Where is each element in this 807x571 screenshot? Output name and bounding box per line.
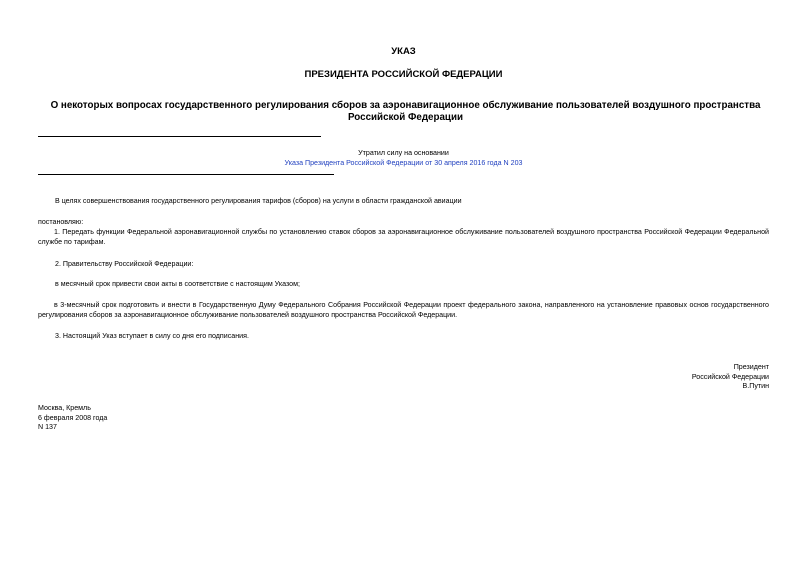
item-3-text: 3. Настоящий Указ вступает в силу со дня его подписания. [55,332,249,340]
divider-bottom [38,174,334,175]
document-heading: О некоторых вопросах государственного регулирования сборов за аэронавигационное обслуживание пользователей воздушного пространства Российской Федерации [50,100,761,123]
status-link[interactable]: Указа Президента Российской Федерации от 30 апреля 2016 года N 203 [284,159,523,167]
decree-word: постановляю: [38,218,84,226]
signing-place: Москва, Кремль [38,404,91,412]
signature-title: Президент [733,363,769,371]
item-2b-text: в 3-месячный срок подготовить и внести в Государственную Думу Федерального Собрания Российской Федерации проект федерального закона, направленного на установление правовых основ государственного регулирования сборов за аэронавигационное обслуживание пользователей воздушного пространства Российской Федерации. [38,301,769,319]
signing-date: 6 февраля 2008 года [38,413,108,422]
status-label: Утратил силу на основании [358,149,449,157]
divider-top [38,136,321,137]
item-1-text: 1. Передать функции Федеральной аэронавигационной службы по установлению ставок сборов за аэронавигационное обслуживание пользователей воздушного пространства Российской Федерации Федеральной службе по тарифам. [38,228,769,246]
place-date-block [38,404,238,433]
document-title: УКАЗ [391,46,416,57]
signature-name: В.Путин [742,382,769,390]
document-number: N 137 [38,423,57,431]
item-2a-text: в месячный срок привести свои акты в соответствие с настоящим Указом; [55,280,300,288]
document-subtitle: ПРЕЗИДЕНТА РОССИЙСКОЙ ФЕДЕРАЦИИ [304,69,503,80]
signature-block [560,363,769,392]
item-2-text: 2. Правительству Российской Федерации: [55,260,194,268]
signature-country: Российской Федерации [691,372,769,381]
preamble-text: В целях совершенствования государственного регулирования тарифов (сборов) на услуги в области гражданской авиации [55,197,462,205]
